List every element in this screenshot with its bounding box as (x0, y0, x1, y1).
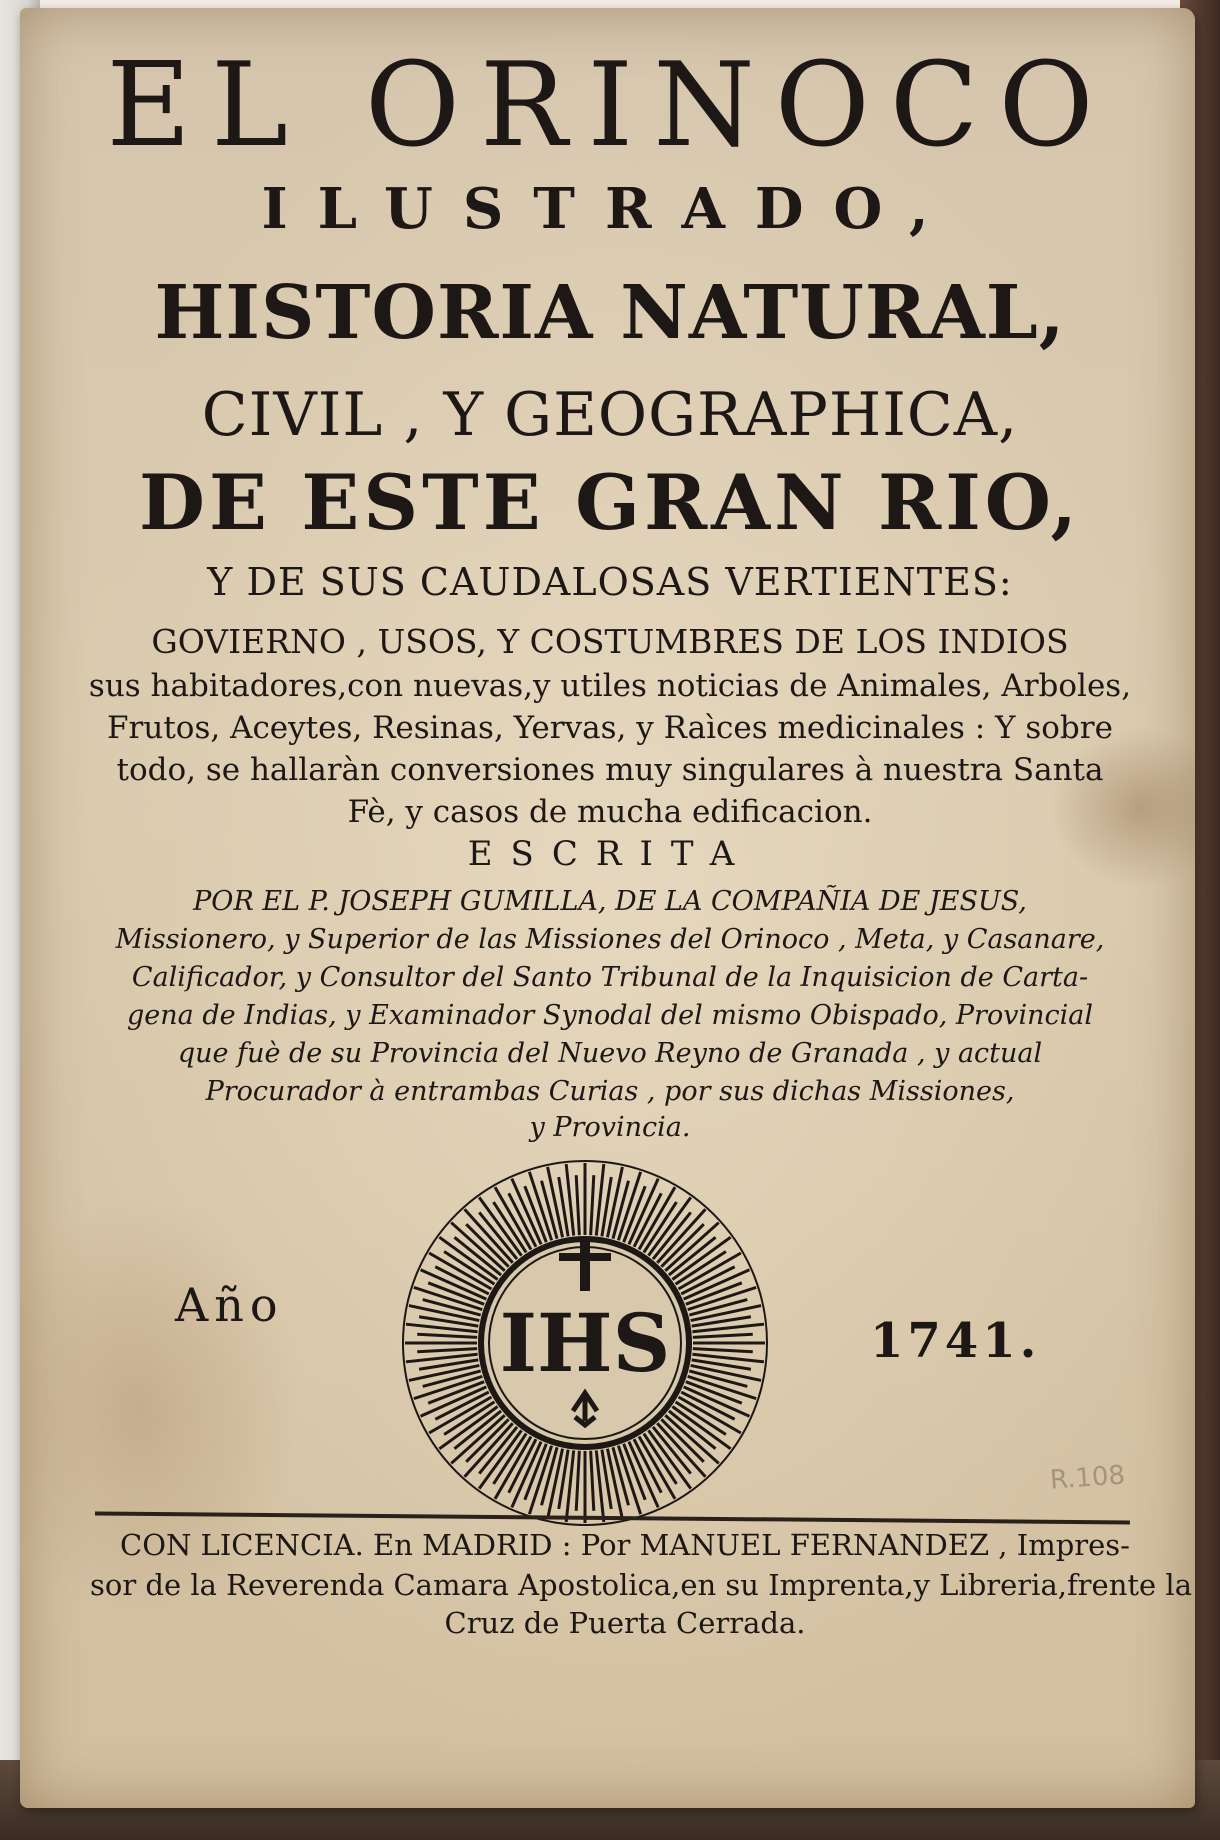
subtitle-civil: CIVIL , Y GEOGRAPHICA, (201, 380, 1019, 450)
book-title: EL ORINOCO (106, 38, 1114, 173)
title-page (20, 8, 1195, 1808)
description-line-2: sus habitadores,con nuevas,y utiles noticias de Animales, Arboles, (88, 668, 1132, 704)
year-value: 1741. (870, 1313, 1041, 1369)
description-line-1: GOVIERNO , USOS, Y COSTUMBRES DE LOS INDIOS (151, 622, 1069, 661)
description-line-4: todo, se hallaràn conversiones muy singulares à nuestra Santa (116, 752, 1104, 788)
author-line: gena de Indias, y Examinador Synodal del mismo Obispado, Provincial (127, 1000, 1093, 1031)
author-line: Calificador, y Consultor del Santo Tribunal de la Inquisicion de Carta- (131, 962, 1089, 993)
pencil-note: R.108 (1049, 1460, 1126, 1496)
imprint-line: Cruz de Puerta Cerrada. (444, 1606, 806, 1640)
description-line-3: Frutos, Aceytes, Resinas, Yervas, y Raìces medicinales : Y sobre (107, 710, 1113, 746)
emblem-monogram: IHS (499, 1296, 671, 1390)
author-line: Procurador à entrambas Curias , por sus dichas Missiones, (205, 1076, 1015, 1107)
year-label: Año (175, 1278, 284, 1332)
escrita-heading: ESCRITA (467, 834, 753, 874)
author-line: POR EL P. JOSEPH GUMILLA, DE LA COMPAÑIA DE JESUS, (193, 886, 1027, 917)
author-line: que fuè de su Provincia del Nuevo Reyno de Granada , y actual (177, 1038, 1043, 1069)
author-line: Missionero, y Superior de las Missiones del Orinoco , Meta, y Casanare, (115, 924, 1105, 955)
imprint-line: CON LICENCIA. En MADRID : Por MANUEL FERNANDEZ , Impres- (120, 1528, 1130, 1562)
ihs-emblem-icon (395, 1153, 775, 1533)
subtitle-ilustrado: ILUSTRADO, (261, 176, 959, 242)
description-line-5: Fè, y casos de mucha edificacion. (347, 794, 873, 830)
subtitle-vertientes: Y DE SUS CAUDALOSAS VERTIENTES: (207, 560, 1013, 604)
imprint-line: sor de la Reverenda Camara Apostolica,en su Imprenta,y Libreria,frente la (90, 1568, 1192, 1602)
subtitle-historia: HISTORIA NATURAL, (154, 270, 1066, 356)
author-line: y Provincia. (529, 1112, 691, 1143)
subtitle-gran-rio: DE ESTE GRAN RIO, (139, 458, 1081, 547)
